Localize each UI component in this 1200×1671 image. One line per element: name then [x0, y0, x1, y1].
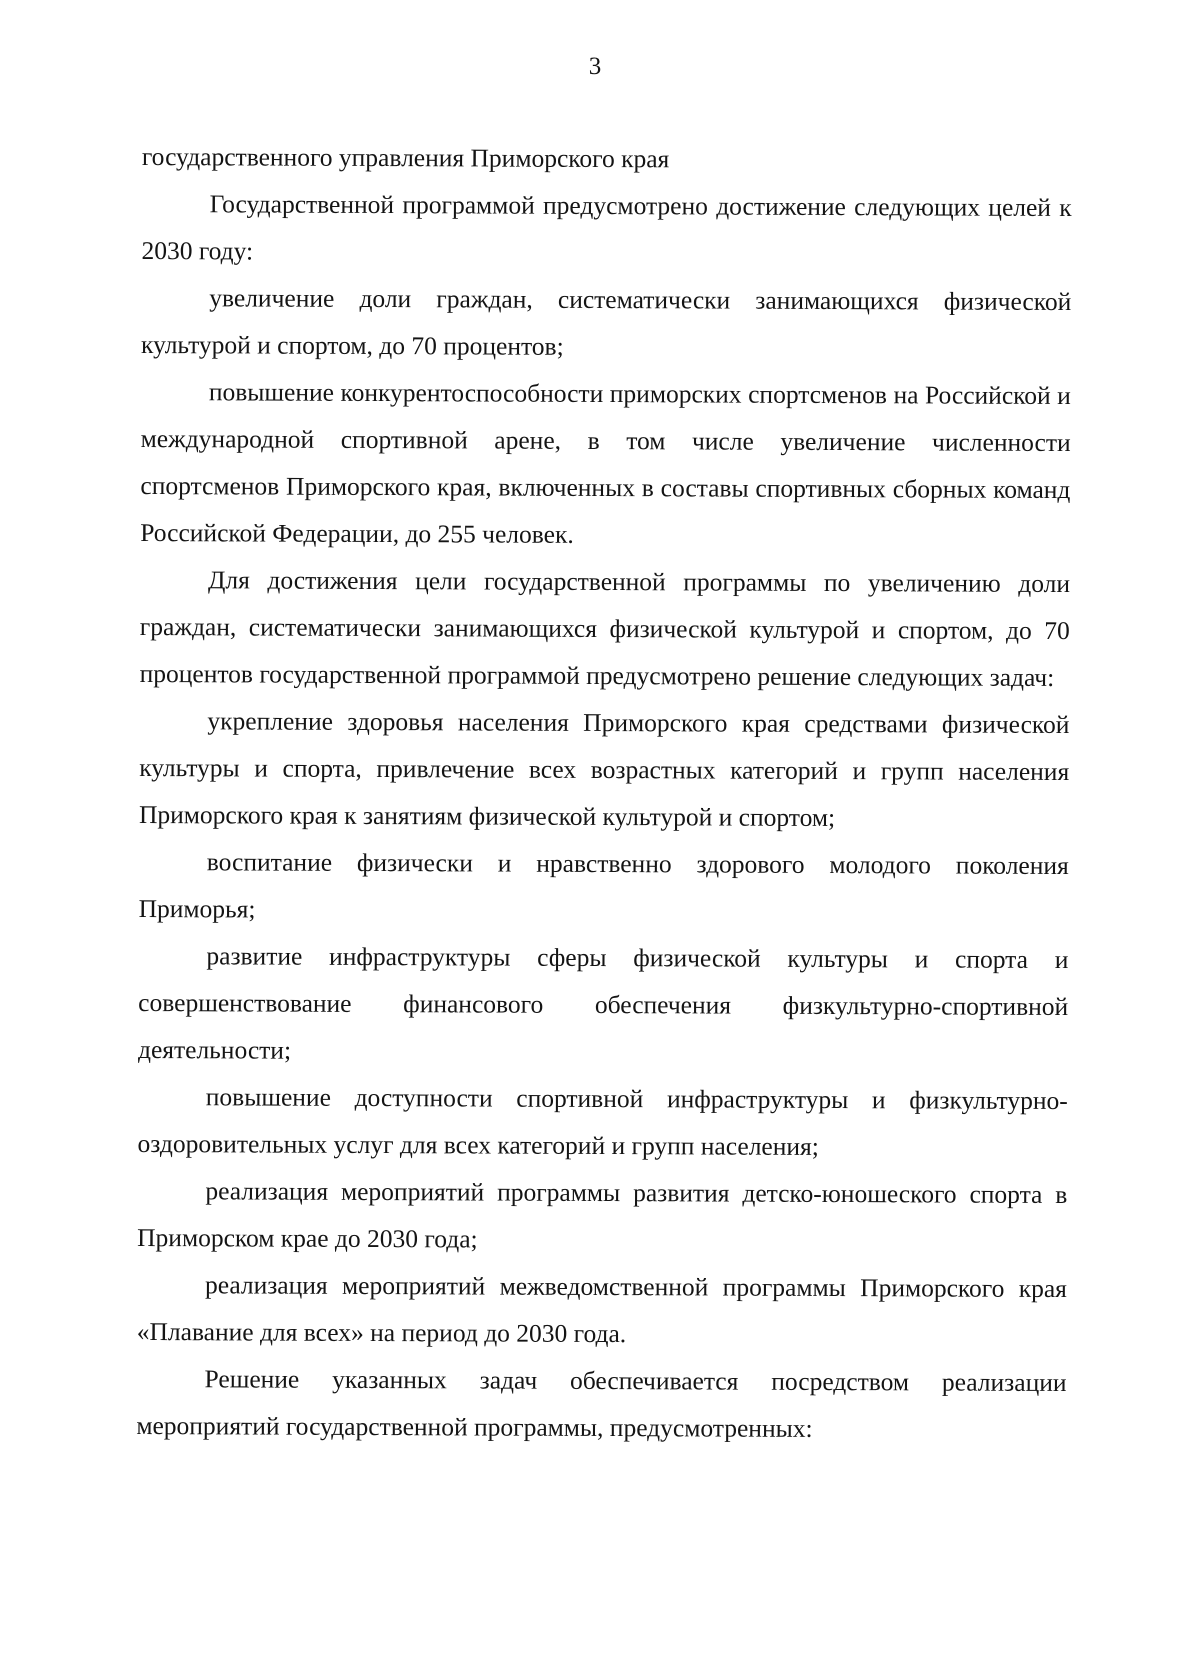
paragraph-task-1: укрепление здоровья населения Приморского края средствами физической культуры и спорта, привлечение всех возрастных категорий и групп населения Приморского края к занятиям физической культурой и спортом;: [138, 706, 1070, 833]
paragraph-goal-2: повышение конкурентоспособности приморских спортсменов на Российской и международной спортивной арене, в том числе увеличение численности спортсменов Приморского края, включенных в составы спортивных сборных команд Российской Федерации, до 255 человек.: [140, 377, 1071, 549]
page-number: 3: [588, 53, 602, 80]
paragraph-task-5: реализация мероприятий программы развития детско-юношеского спорта в Приморском крае до 2030 года;: [137, 1176, 1068, 1254]
paragraph-continuation: государственного управления Приморского края: [141, 141, 670, 174]
paragraph-task-3: развитие инфраструктуры сферы физической культуры и спорта и совершенствование финансового обеспечения физкультурно-спортивной деятельности;: [137, 941, 1069, 1065]
paragraph-task-4: повышение доступности спортивной инфраструктуры и физкультурно-оздоровительных услуг для всех категорий и групп населения;: [137, 1082, 1068, 1161]
paragraph-goals-intro: Государственной программой предусмотрено достижение следующих целей к 2030 году:: [141, 189, 1072, 266]
paragraph-implementation: Решение указанных задач обеспечивается посредством реализации мероприятий государственной программы, предусмотренных:: [136, 1364, 1067, 1443]
paragraph-goal-1: увеличение доли граждан, систематически занимающихся физической культурой и спортом, до 70 процентов;: [141, 283, 1072, 361]
paragraph-task-2: воспитание физически и нравственно здорового молодого поколения Приморья;: [138, 847, 1069, 924]
paragraph-task-6: реализация мероприятий межведомственной программы Приморского края «Плавание для всех» на период до 2030 года.: [136, 1270, 1068, 1349]
paragraph-tasks-intro: Для достижения цели государственной программы по увеличению доли граждан, систематически занимающихся физической культурой и спортом, до 70 процентов государственной программой предусмотрено решение следующих задач:: [139, 565, 1071, 692]
body-text: [136, 133, 1072, 1453]
